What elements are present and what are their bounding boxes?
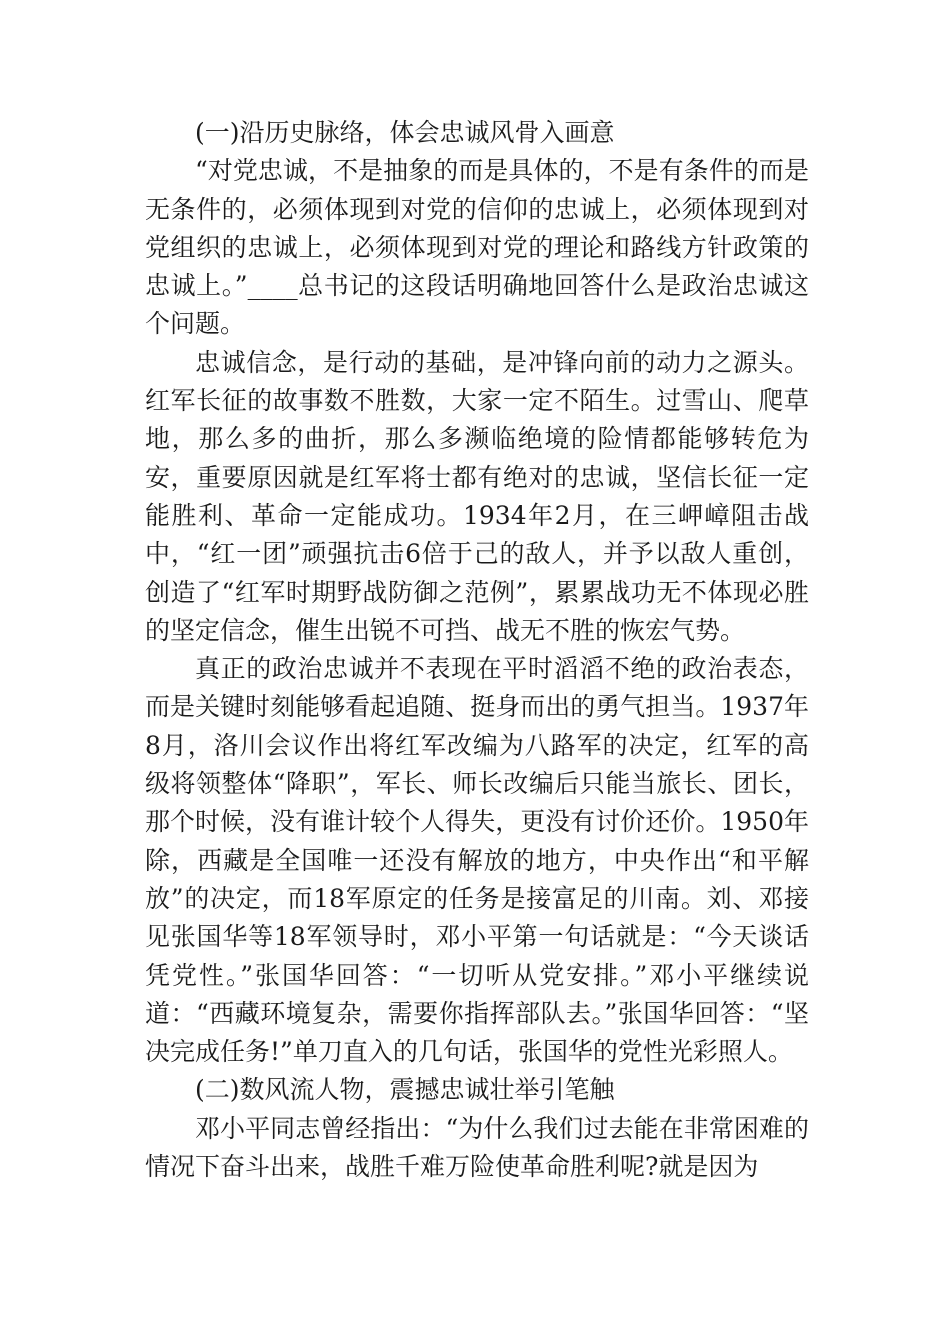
- paragraph-long-march: 忠诚信念，是行动的基础，是冲锋向前的动力之源头。红军长征的故事数不胜数，大家一定不陌生。过雪山、爬草地，那么多的曲折，那么多濒临绝境的险情都能够转危为安，重要原因就是红军将士都有绝对的忠诚，坚信长征一定能胜利、革命一定能成功。1934年2月，在三岬嶂阻击战中，“红一团”顽强抗击6倍于己的敌人，并予以敌人重创，创造了“红军时期野战防御之范例”，累累战功无不体现必胜的坚定信念，催生出锐不可挡、战无不胜的恢宏气势。: [145, 347, 809, 645]
- paragraph-political-loyalty: 真正的政治忠诚并不表现在平时滔滔不绝的政治表态，而是关键时刻能够看起追随、挺身而出的勇气担当。1937年8月，洛川会议作出将红军改编为八路军的决定，红军的高级将领整体“降职”，军长、师长改编后只能当旅长、团长，那个时候，没有谁计较个人得失，更没有讨价还价。1950年除，西藏是全国唯一还没有解放的地方，中央作出“和平解放”的决定，而18军原定的任务是接富足的川南。刘、邓接见张国华等18军领导时，邓小平第一句话就是：“今天谈话凭党性。”张国华回答：“一切听从党安排。”邓小平继续说道：“西藏环境复杂，需要你指挥部队去。”张国华回答：“坚决完成任务!”单刀直入的几句话，张国华的党性光彩照人。: [145, 654, 809, 1067]
- paragraph-deng-xiaoping: 邓小平同志曾经指出：“为什么我们过去能在非常困难的情况下奋斗出来，战胜千难万险使革命胜利呢?就是因为: [145, 1113, 809, 1182]
- section-heading-1: (一)沿历史脉络，体会忠诚风骨入画意: [195, 118, 615, 147]
- document-body: [145, 114, 809, 1186]
- section-heading-2: (二)数风流人物，震撼忠诚壮举引笔触: [195, 1075, 615, 1105]
- paragraph-quote-loyalty: “对党忠诚，不是抽象的而是具体的，不是有条件的而是无条件的，必须体现到对党的信仰的忠诚上，必须体现到对党组织的忠诚上，必须体现到对党的理论和路线方针政策的忠诚上。”____总书记的这段话明确地回答什么是政治忠诚这个问题。: [145, 156, 809, 339]
